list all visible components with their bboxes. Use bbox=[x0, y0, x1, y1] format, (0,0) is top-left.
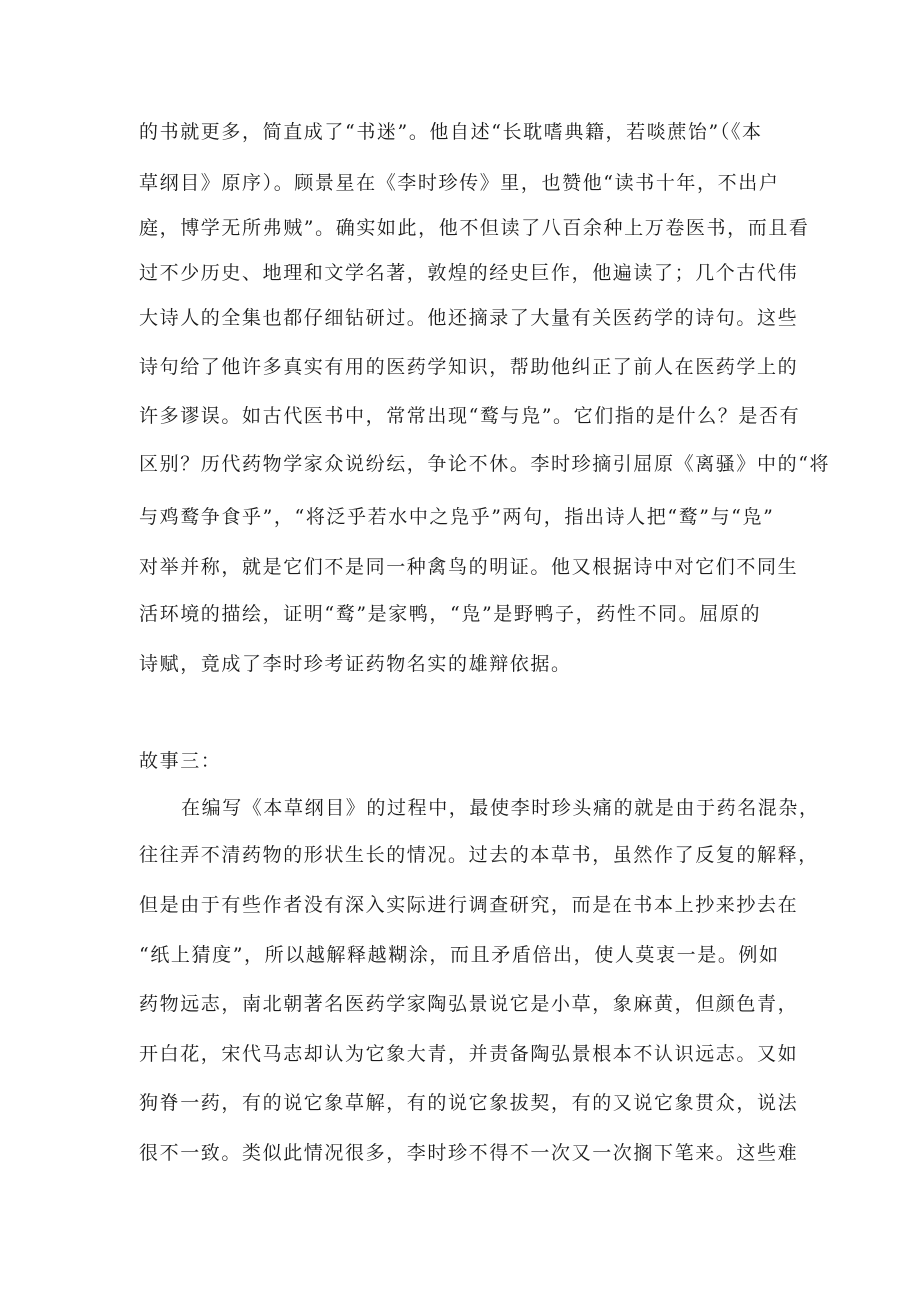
text-line: 庭，博学无所弗贼”。确实如此，他不但读了八百余种上万卷医书，而且看 bbox=[139, 217, 810, 239]
text-line: 诗赋，竟成了李时珍考证药物名实的雄辩依据。 bbox=[139, 653, 572, 675]
text-line: 在编写《本草纲目》的过程中，最使李时珍头痛的就是由于药名混杂， bbox=[181, 797, 820, 819]
text-line: 大诗人的全集也都仔细钻研过。他还摘录了大量有关医药学的诗句。这些 bbox=[139, 307, 799, 329]
text-line: 药物远志，南北朝著名医药学家陶弘景说它是小草，象麻黄，但颜色青， bbox=[139, 993, 799, 1015]
section-heading: 故事三： bbox=[139, 750, 222, 772]
text-line: 往往弄不清药物的形状生长的情况。过去的本草书，虽然作了反复的解释， bbox=[139, 844, 819, 866]
text-line: 许多谬误。如古代医书中，常常出现“鹜与凫”。它们指的是什么？是否有 bbox=[139, 405, 801, 427]
text-line: 狗脊一药，有的说它象草解，有的说它象拔契，有的又说它象贯众，说法 bbox=[139, 1092, 799, 1114]
text-line: 但是由于有些作者没有深入实际进行调查研究，而是在书本上抄来抄去在 bbox=[139, 894, 799, 916]
text-line: 活环境的描绘，证明“鹜”是家鸭，“凫”是野鸭子，药性不同。屈原的 bbox=[139, 603, 762, 625]
text-line: “纸上猜度”，所以越解释越糊涂，而且矛盾倍出，使人莫衷一是。例如 bbox=[139, 944, 780, 966]
text-line: 诗句给了他许多真实有用的医药学知识，帮助他纠正了前人在医药学上的 bbox=[139, 356, 799, 378]
text-line: 开白花，宋代马志却认为它象大青，并责备陶弘景根本不认识远志。又如 bbox=[139, 1043, 799, 1065]
text-line: 与鸡鹜争食乎”，“将泛乎若水中之凫乎”两句，指出诗人把“鹜”与“凫” bbox=[139, 506, 775, 528]
text-line: 很不一致。类似此情况很多，李时珍不得不一次又一次搁下笔来。这些难 bbox=[139, 1142, 799, 1164]
text-line: 区别？历代药物学家众说纷纭，争论不休。李时珍摘引屈原《离骚》中的“将 bbox=[139, 453, 831, 475]
text-line: 对举并称，就是它们不是同一种禽鸟的明证。他又根据诗中对它们不同生 bbox=[139, 556, 799, 578]
text-line: 过不少历史、地理和文学名著，敦煌的经史巨作，他遍读了；几个古代伟 bbox=[139, 262, 799, 284]
text-line: 草纲目》原序）。顾景星在《李时珍传》里，也赞他“读书十年，不出户 bbox=[139, 172, 780, 194]
text-line: 的书就更多，简直成了“书迷”。他自述“长耽嗜典籍，若啖蔗饴”（《本 bbox=[139, 121, 763, 143]
